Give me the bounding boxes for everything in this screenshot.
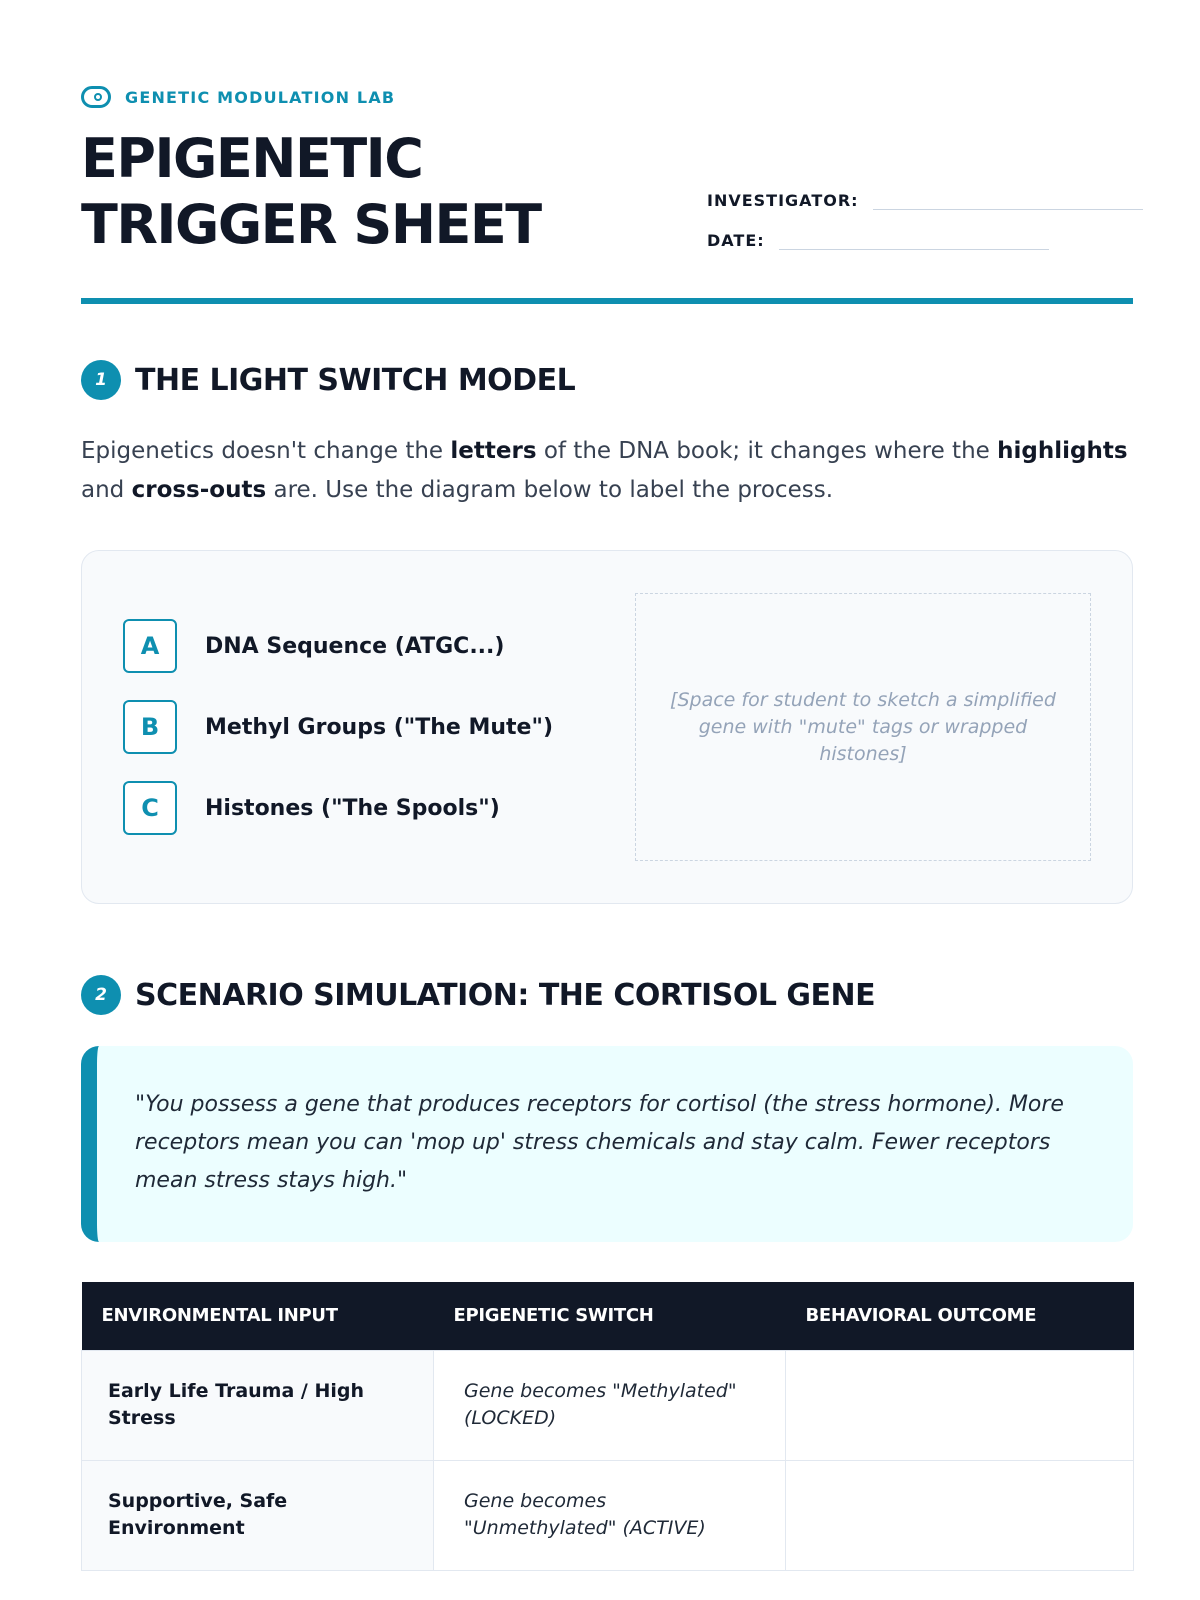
label-text: Histones ("The Spools")	[205, 795, 500, 821]
scenario-table	[81, 1282, 1134, 1571]
outcome-answer-cell[interactable]	[786, 1460, 1134, 1570]
title-line-2: TRIGGER SHEET	[81, 193, 541, 256]
header-environmental-input: ENVIRONMENTAL INPUT	[82, 1282, 434, 1350]
section-number-badge: 1	[81, 360, 121, 400]
sketch-placeholder: [Space for student to sketch a simplified gene with "mute" tags or wrapped histones]	[670, 688, 1056, 765]
label-item-a	[123, 619, 504, 673]
scenario-quote	[81, 1046, 1133, 1242]
lab-header	[81, 86, 395, 108]
table-row	[82, 1460, 1134, 1570]
section-1-heading	[81, 360, 575, 400]
input-cell: Supportive, Safe Environment	[82, 1460, 434, 1570]
input-cell: Early Life Trauma / High Stress	[82, 1350, 434, 1460]
table-header-row	[82, 1282, 1134, 1350]
label-letter-box: B	[123, 700, 177, 754]
table-row	[82, 1350, 1134, 1460]
intro-text: of the DNA book; it changes where the	[536, 438, 998, 464]
date-input-line[interactable]	[779, 226, 1049, 250]
page-title	[81, 126, 661, 258]
investigator-input-line[interactable]	[873, 186, 1143, 210]
label-text: DNA Sequence (ATGC...)	[205, 633, 505, 659]
switch-cell: Gene becomes "Methylated" (LOCKED)	[434, 1350, 786, 1460]
title-line-1: EPIGENETIC	[81, 127, 423, 190]
worksheet-page	[81, 0, 1133, 1600]
toggle-eye-icon	[81, 86, 111, 108]
lab-name: GENETIC MODULATION LAB	[125, 87, 396, 107]
investigator-label: INVESTIGATOR:	[707, 191, 859, 210]
switch-cell: Gene becomes "Unmethylated" (ACTIVE)	[434, 1460, 786, 1570]
investigator-field	[707, 186, 1143, 210]
label-letter-box: A	[123, 619, 177, 673]
intro-text: Epigenetics doesn't change the	[81, 438, 451, 464]
intro-bold-cross-outs: cross-outs	[131, 477, 267, 503]
label-item-c	[123, 781, 500, 835]
section-title: SCENARIO SIMULATION: THE CORTISOL GENE	[135, 977, 876, 1013]
quote-text: "You possess a gene that produces receptors for cortisol (the stress hormone). More receptors mean you can 'mop up' stress chemicals and stay calm. Fewer receptors mean stress stays high."	[135, 1092, 1064, 1193]
header-divider	[81, 298, 1133, 304]
intro-bold-highlights: highlights	[997, 438, 1128, 464]
label-text: Methyl Groups ("The Mute")	[205, 714, 553, 740]
section-1-intro	[81, 432, 1141, 510]
sketch-area[interactable]	[635, 593, 1091, 861]
outcome-answer-cell[interactable]	[786, 1350, 1134, 1460]
label-letter-box: C	[123, 781, 177, 835]
section-2-heading	[81, 975, 875, 1015]
intro-text: and	[81, 477, 132, 503]
intro-bold-letters: letters	[450, 438, 537, 464]
date-field	[707, 226, 1049, 250]
intro-text: are. Use the diagram below to label the process.	[266, 477, 834, 503]
date-label: DATE:	[707, 231, 765, 250]
section-title: THE LIGHT SWITCH MODEL	[135, 362, 576, 398]
header-behavioral-outcome: BEHAVIORAL OUTCOME	[786, 1282, 1134, 1350]
header-epigenetic-switch: EPIGENETIC SWITCH	[434, 1282, 786, 1350]
label-item-b	[123, 700, 553, 754]
section-number-badge: 2	[81, 975, 121, 1015]
